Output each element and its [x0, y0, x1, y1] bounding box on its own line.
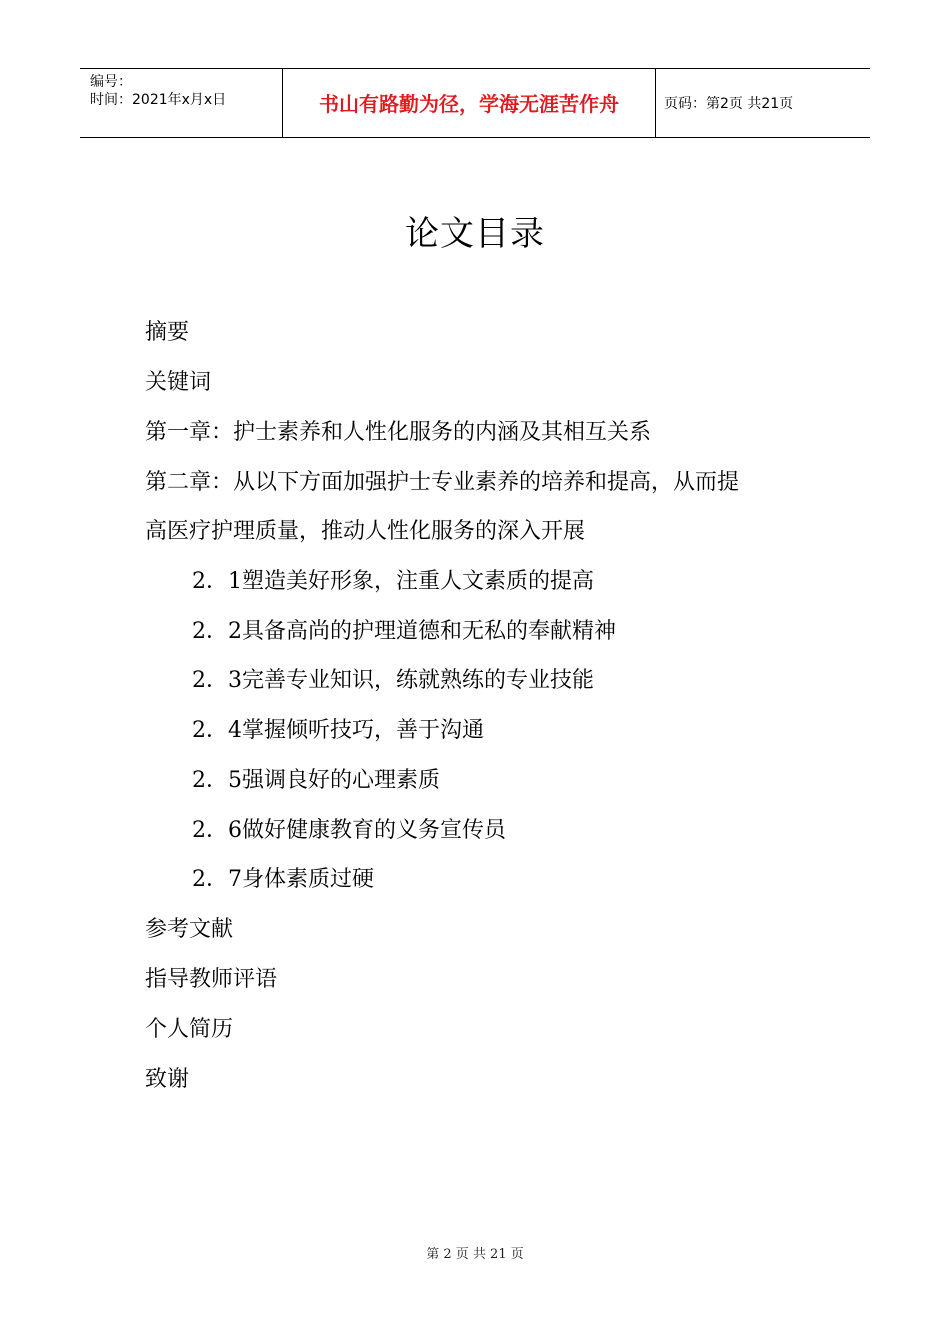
- toc-item-chapter-2-cont: 高医疗护理质量，推动人性化服务的深入开展: [145, 519, 586, 544]
- toc-item-references: 参考文献: [145, 917, 234, 942]
- toc-item-keywords: 关键词: [145, 370, 212, 395]
- page-title: 论文目录: [405, 214, 545, 254]
- page-footer: 第 2 页 共 21 页: [426, 1247, 524, 1262]
- header-motto-cell: [283, 69, 656, 137]
- toc-item-2-7: 2．7身体素质过硬: [192, 867, 374, 892]
- toc-item-chapter-1: 第一章：护士素养和人性化服务的内涵及其相互关系: [145, 420, 652, 445]
- time-label: 时间：2021年x月x日: [90, 92, 227, 108]
- toc-item-2-2: 2．2具备高尚的护理道德和无私的奉献精神: [192, 619, 616, 644]
- toc-item-abstract: 摘要: [145, 320, 190, 345]
- toc-item-resume: 个人简历: [145, 1017, 234, 1042]
- motto-text: 书山有路勤为径，学海无涯苦作舟: [319, 92, 619, 116]
- toc-item-2-3: 2．3完善专业知识，练就熟练的专业技能: [192, 668, 594, 693]
- toc-item-2-4: 2．4掌握倾听技巧，善于沟通: [192, 718, 484, 743]
- page-number-label: 页码：第2页 共21页: [664, 96, 794, 112]
- header-meta-cell: [80, 69, 283, 137]
- document-header: [80, 68, 870, 138]
- toc-item-acknowledgements: 致谢: [145, 1067, 190, 1092]
- header-page-cell: [656, 69, 870, 137]
- toc-item-2-1: 2．1塑造美好形象，注重人文素质的提高: [192, 569, 594, 594]
- toc-item-advisor-comments: 指导教师评语: [145, 967, 278, 992]
- number-label: 编号：: [90, 74, 132, 90]
- toc-item-2-6: 2．6做好健康教育的义务宣传员: [192, 818, 506, 843]
- toc-item-2-5: 2．5强调良好的心理素质: [192, 768, 440, 793]
- toc-item-chapter-2: 第二章：从以下方面加强护士专业素养的培养和提高，从而提: [145, 470, 740, 495]
